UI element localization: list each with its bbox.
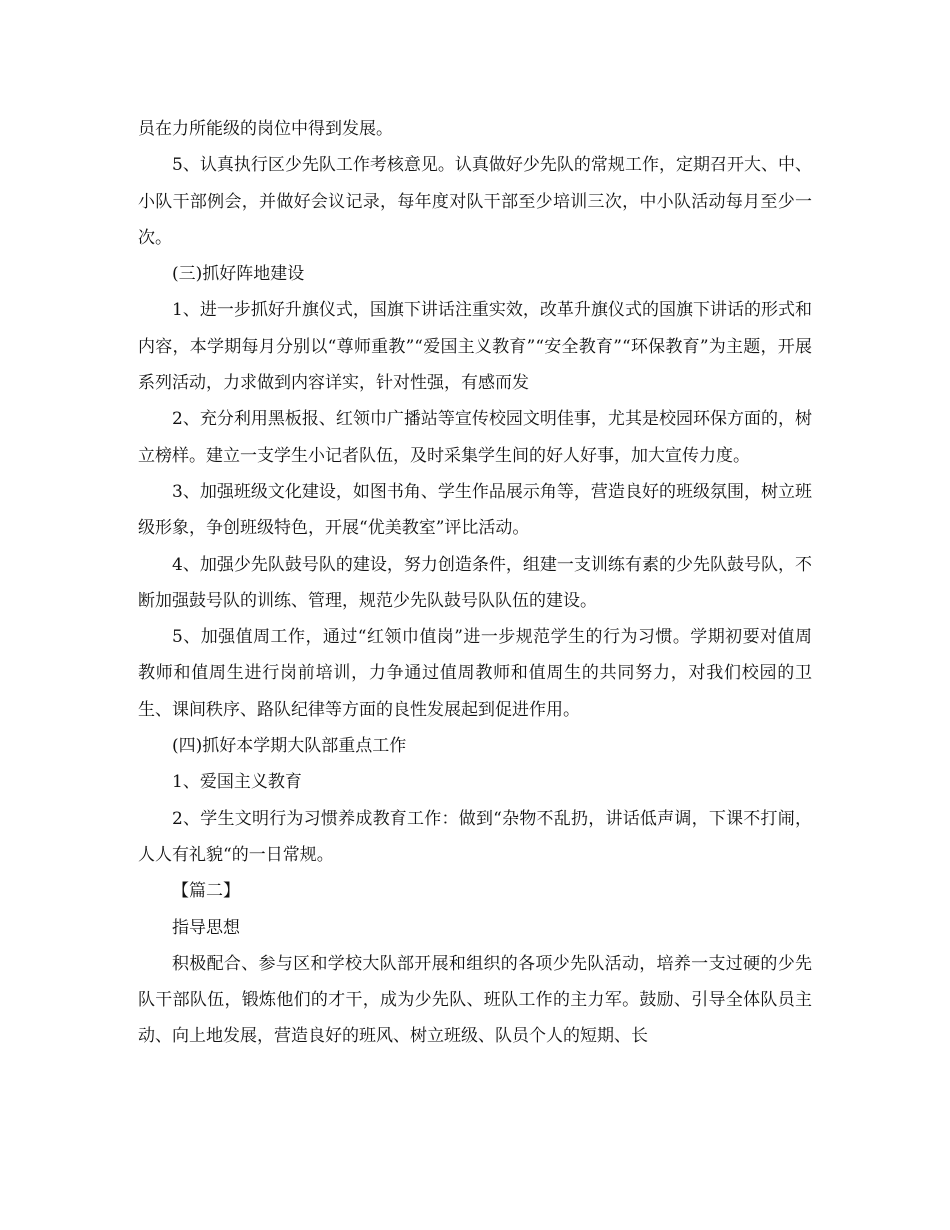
paragraph-item-2-publicity: 2、充分利用黑板报、红领巾广播站等宣传校园文明佳事，尤其是校园环保方面的，树立榜样。建立一支学生小记者队伍，及时采集学生间的好人好事，加大宣传力度。	[138, 409, 812, 466]
document-body	[138, 111, 812, 1055]
section-heading-3: (三)抓好阵地建设	[172, 264, 305, 285]
paragraph-guiding-ideology-body: 积极配合、参与区和学校大队部开展和组织的各项少先队活动，培养一支过硬的少先队干部队伍，锻炼他们的才干，成为少先队、班队工作的主力军。鼓励、引导全体队员主动、向上地发展，营造良好的班风、树立班级、队员个人的短期、长	[138, 953, 812, 1047]
section-heading-4: (四)抓好本学期大队部重点工作	[172, 736, 407, 757]
part-heading-2: 【篇二】	[172, 881, 240, 902]
subheading-guiding-ideology: 指导思想	[172, 917, 240, 938]
paragraph-continuation: 员在力所能级的岗位中得到发展。	[138, 119, 393, 139]
paragraph-item-4-drum-team: 4、加强少先队鼓号队的建设，努力创造条件，组建一支训练有素的少先队鼓号队，不断加强鼓号队的训练、管理，规范少先队鼓号队队伍的建设。	[138, 554, 812, 611]
paragraph-item-2-civilized-behavior: 2、学生文明行为习惯养成教育工作：做到“杂物不乱扔，讲话低声调，下课不打闹，人人有礼貌“的一日常规。	[138, 808, 812, 865]
paragraph-item-1-patriotism: 1、爱国主义教育	[172, 772, 302, 793]
paragraph-item-5-assessment: 5、认真执行区少先队工作考核意见。认真做好少先队的常规工作，定期召开大、中、小队干部例会，并做好会议记录，每年度对队干部至少培训三次，中小队活动每月至少一次。	[138, 155, 812, 248]
paragraph-item-3-class-culture: 3、加强班级文化建设，如图书角、学生作品展示角等，营造良好的班级氛围，树立班级形象，争创班级特色，开展“优美教室”评比活动。	[138, 481, 812, 539]
paragraph-item-5-duty-week: 5、加强值周工作，通过“红领巾值岗”进一步规范学生的行为习惯。学期初要对值周教师和值周生进行岗前培训，力争通过值周教师和值周生的共同努力，对我们校园的卫生、课间秩序、路队纪律等方面的良性发展起到促进作用。	[138, 627, 812, 720]
paragraph-item-1-flag-ceremony: 1、进一步抓好升旗仪式，国旗下讲话注重实效，改革升旗仪式的国旗下讲话的形式和内容，本学期每月分别以“尊师重教”“爱国主义教育”“安全教育”“环保教育”为主题，开展系列活动，力求做到内容详实，针对性强，有感而发	[138, 300, 812, 394]
